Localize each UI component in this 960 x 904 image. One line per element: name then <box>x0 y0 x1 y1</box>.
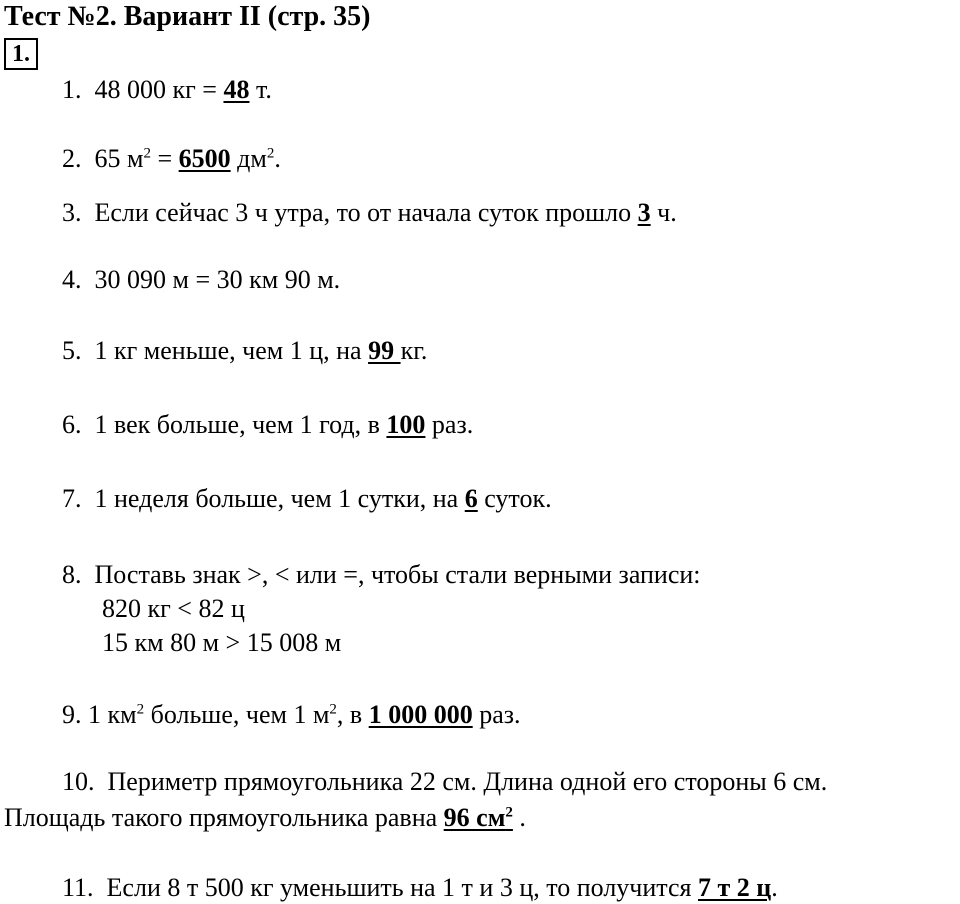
item-number: 9. <box>62 700 82 729</box>
item-text: Если сейчас 3 ч утра, то от начала суток прошло <box>94 198 632 227</box>
item-text: 1 неделя больше, чем 1 сутки, на <box>94 484 459 513</box>
answer: 3 <box>637 198 651 227</box>
item-text: = <box>150 144 173 173</box>
item-11 <box>62 873 778 903</box>
item-text: ч. <box>657 198 677 227</box>
item-text: Если 8 т 500 кг уменьшить на 1 т и 3 ц, то получится <box>106 873 692 902</box>
item-text: 48 000 кг = <box>94 75 217 104</box>
item-text: раз. <box>431 410 474 439</box>
item-text: 65 м <box>94 144 144 173</box>
superscript: 2 <box>329 701 337 718</box>
page-title: Тест №2. Вариант II (стр. 35) <box>4 1 371 32</box>
item-text: кг. <box>400 336 428 365</box>
superscript: 2 <box>266 145 275 162</box>
item-text: Поставь знак >, < или =, чтобы стали верными записи: <box>94 560 701 589</box>
item-number: 6. <box>62 410 82 439</box>
item-text: , в <box>336 700 363 729</box>
item-number: 3. <box>62 198 82 227</box>
item-10-line-2 <box>4 803 526 833</box>
superscript: 2 <box>136 701 145 718</box>
item-text: 1 век больше, чем 1 год, в <box>94 410 380 439</box>
answer: 1 000 000 <box>368 700 473 729</box>
answer: 96 $см^2$ <box>443 803 513 832</box>
item-text: раз. <box>479 700 521 729</box>
item-3 <box>62 198 677 228</box>
item-5 <box>62 336 427 366</box>
item-text: Периметр прямоугольника 22 см. Длина одной его стороны 6 см. <box>107 767 828 796</box>
item-text: 30 090 м = 30 км 90 м. <box>94 265 341 294</box>
answer: 6500 <box>178 144 231 173</box>
answer: 100 <box>386 410 426 439</box>
answer: 99 <box>368 336 401 365</box>
item-number: 5. <box>62 336 82 365</box>
item-number: 7. <box>62 484 82 513</box>
task-number-box: 1. <box>4 38 38 70</box>
item-text: суток. <box>484 484 552 513</box>
item-text: больше, чем 1 м <box>144 700 330 729</box>
item-text: 1 кг меньше, чем 1 ц, на <box>94 336 362 365</box>
item-text: 1 км <box>88 700 137 729</box>
item-2 <box>62 144 281 174</box>
item-text: Площадь такого прямоугольника равна <box>4 803 438 832</box>
answer: 48 <box>223 75 250 104</box>
item-number: 11. <box>62 873 94 902</box>
item-number: 1. <box>62 75 82 104</box>
superscript: 2 <box>143 145 151 162</box>
item-8-line-1: 820 кг < 82 ц <box>102 594 245 623</box>
item-10 <box>62 767 827 797</box>
item-text: т. <box>255 75 272 104</box>
item-number: 8. <box>62 560 82 589</box>
item-text: . <box>274 144 281 173</box>
answer: 7 т 2 ц <box>697 873 772 902</box>
item-4 <box>62 265 340 295</box>
item-8-line-2: 15 км 80 м > 15 008 м <box>102 628 342 657</box>
item-number: 4. <box>62 265 82 294</box>
item-text: дм <box>237 144 267 173</box>
item-text: . <box>519 803 526 832</box>
item-number: 10. <box>62 767 95 796</box>
item-8 <box>62 560 701 590</box>
item-number: 2. <box>62 144 82 173</box>
item-1 <box>62 75 272 105</box>
item-6 <box>62 410 473 440</box>
item-text: . <box>771 873 778 902</box>
item-7 <box>62 484 552 514</box>
answer: 6 <box>464 484 478 513</box>
item-9 <box>62 700 521 730</box>
